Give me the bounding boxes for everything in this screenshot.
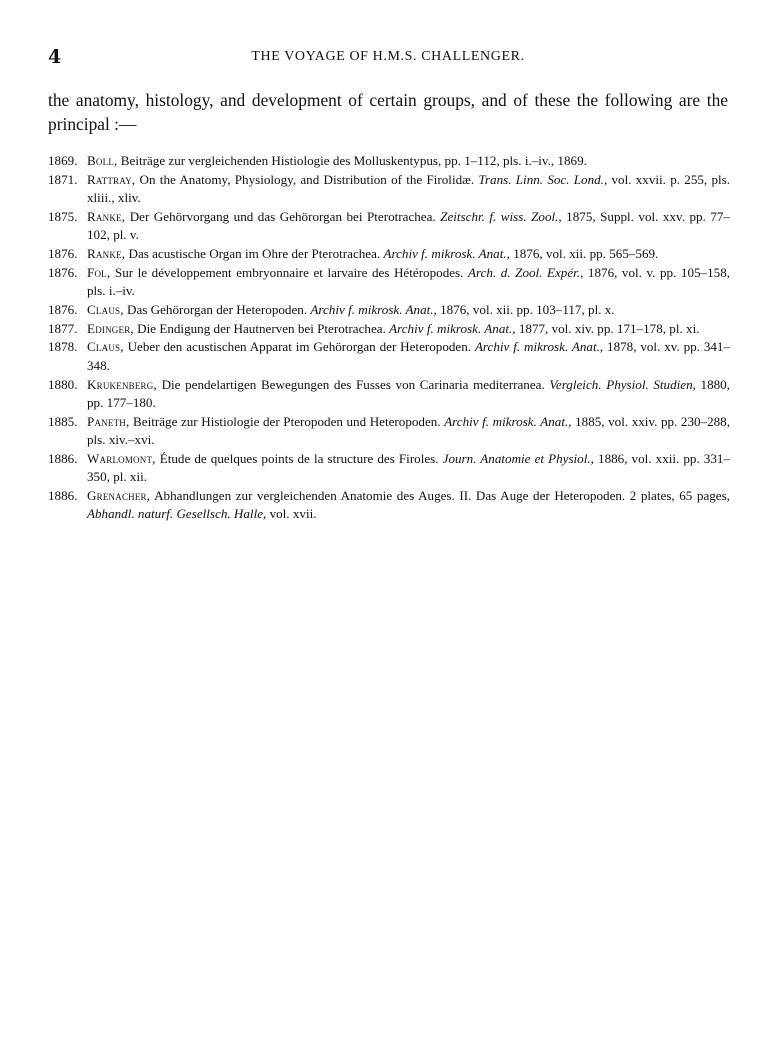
page-header xyxy=(48,46,728,70)
entry-journal: Journ. Anatomie et Physiol., xyxy=(442,450,594,466)
bibliography-entry xyxy=(48,487,730,524)
entry-year: 1885. xyxy=(48,413,78,429)
entry-year: 1871. xyxy=(48,171,78,187)
entry-author: Claus, xyxy=(87,339,124,355)
entry-author: Ranke, xyxy=(87,245,126,261)
entry-body xyxy=(87,208,730,245)
entry-details: 1876, vol. xii. pp. 103–117, pl. x. xyxy=(440,301,615,317)
entry-title: Die Endigung der Hautnerven bei Pterotrachea. xyxy=(137,320,386,336)
entry-title: On the Anatomy, Physiology, and Distribution of the Firolidæ. xyxy=(139,171,475,187)
entry-details: 1886, vol. xxii. pp. 331–350, pl. xii. xyxy=(87,450,730,485)
bibliography-entry xyxy=(48,376,730,413)
entry-body xyxy=(87,320,730,338)
entry-year: 1876. xyxy=(48,245,78,261)
entry-details: 1885, vol. xxiv. pp. 230–288, pls. xiv.–xvi. xyxy=(87,413,731,447)
entry-details: 1878, vol. xv. pp. 341–348. xyxy=(87,339,731,373)
entry-author: Claus, xyxy=(87,301,124,317)
entry-journal: Zeitschr. f. wiss. Zool., xyxy=(440,208,562,224)
bibliography-entry xyxy=(48,413,730,450)
entry-journal: Trans. Linn. Soc. Lond., xyxy=(478,171,608,187)
entry-author: Rattray, xyxy=(87,171,136,187)
entry-title: Ueber den acustischen Apparat im Gehörorgan der Heteropoden. xyxy=(127,339,472,355)
entry-year: 1886. xyxy=(48,487,78,503)
bibliography-entry xyxy=(48,320,730,338)
entry-body xyxy=(87,376,730,413)
entry-title: Beiträge zur Histiologie der Pteropoden und Heteropoden. xyxy=(133,413,441,429)
entry-year: 1869. xyxy=(48,153,78,168)
entry-year: 1876. xyxy=(48,301,78,317)
entry-details: 1880, pp. 177–180. xyxy=(87,376,730,410)
entry-journal: Arch. d. Zool. Expér., xyxy=(468,264,584,280)
entry-title: Das acustische Organ im Ohre der Pterotrachea. xyxy=(128,245,381,261)
bibliography-entry xyxy=(48,171,730,208)
bibliography-entry xyxy=(48,208,730,245)
entry-journal: Archiv f. mikrosk. Anat., xyxy=(389,320,516,336)
page-number: 4 xyxy=(48,46,62,68)
entry-author: Warlomont, xyxy=(87,450,156,466)
bibliography-entry xyxy=(48,245,730,263)
entry-author: Krukenberg, xyxy=(87,376,157,392)
entry-journal: Archiv f. mikrosk. Anat., xyxy=(310,301,437,317)
entry-details: 1876, vol. xii. pp. 565–569. xyxy=(513,245,659,261)
entry-year: 1880. xyxy=(48,376,78,392)
entry-body xyxy=(87,338,730,375)
entry-details: 1876, vol. v. pp. 105–158, pls. i.–iv. xyxy=(87,264,731,299)
entry-details: 1875, Suppl. vol. xxv. pp. 77–102, pl. v. xyxy=(87,208,730,243)
entry-body xyxy=(87,413,730,450)
entry-title: Beiträge zur vergleichenden Histiologie des Molluskentypus, pp. 1–112, pls. i.–iv., 1869. xyxy=(120,153,587,168)
entry-year: 1878. xyxy=(48,339,78,355)
bibliography-entry xyxy=(48,450,730,487)
bibliography-entry xyxy=(48,338,730,375)
entry-journal: Archiv f. mikrosk. Anat., xyxy=(474,339,604,355)
entry-title: Die pendelartigen Bewegungen des Fusses von Carinaria mediterranea. xyxy=(161,376,545,392)
entry-title: Der Gehörvorgang und das Gehörorgan bei Pterotrachea. xyxy=(129,208,436,224)
entry-author: Edinger, xyxy=(87,320,134,336)
entry-journal: Abhandl. naturf. Gesellsch. Halle, xyxy=(87,506,267,522)
entry-body xyxy=(87,264,730,301)
entry-body xyxy=(87,450,730,487)
entry-year: 1886. xyxy=(48,450,78,466)
entry-body xyxy=(87,487,730,524)
entry-title: Das Gehörorgan der Heteropoden. xyxy=(127,301,308,317)
entry-author: Grenacher, xyxy=(87,487,151,503)
entry-year: 1876. xyxy=(48,264,78,280)
entry-author: Boll, xyxy=(87,153,118,168)
entry-details: 1877, vol. xiv. pp. 171–178, pl. xi. xyxy=(518,320,700,336)
bibliography-entry xyxy=(48,301,730,319)
entry-title: Abhandlungen zur vergleichenden Anatomie des Auges. II. Das Auge der Heteropoden. 2 plates, 65 pages, xyxy=(154,487,730,503)
entry-author: Ranke, xyxy=(87,208,126,224)
entry-year: 1875. xyxy=(48,208,78,224)
entry-journal: Archiv f. mikrosk. Anat., xyxy=(383,245,510,261)
bibliography-list xyxy=(48,152,730,524)
running-title: THE VOYAGE OF H.M.S. CHALLENGER. xyxy=(251,49,525,64)
entry-details: vol. xxvii. p. 255, pls. xliii., xliv. xyxy=(87,171,731,206)
entry-journal: Archiv f. mikrosk. Anat., xyxy=(444,413,572,429)
entry-journal: Vergleich. Physiol. Studien, xyxy=(549,376,696,392)
entry-details: vol. xvii. xyxy=(269,506,317,522)
entry-body xyxy=(87,171,730,208)
entry-year: 1877. xyxy=(48,320,78,336)
entry-body xyxy=(87,245,730,263)
entry-author: Paneth, xyxy=(87,413,130,429)
entry-title: Étude de quelques points de la structure des Firoles. xyxy=(159,450,439,466)
intro-paragraph: the anatomy, histology, and development of certain groups, and of these the following are the principal :— xyxy=(48,90,728,134)
entry-body xyxy=(87,152,730,170)
entry-title: Sur le développement embryonnaire et larvaire des Hétéropodes. xyxy=(114,264,464,280)
bibliography-entry xyxy=(48,152,730,170)
entry-author: Fol, xyxy=(87,264,111,280)
bibliography-entry xyxy=(48,264,730,301)
entry-body xyxy=(87,301,730,319)
